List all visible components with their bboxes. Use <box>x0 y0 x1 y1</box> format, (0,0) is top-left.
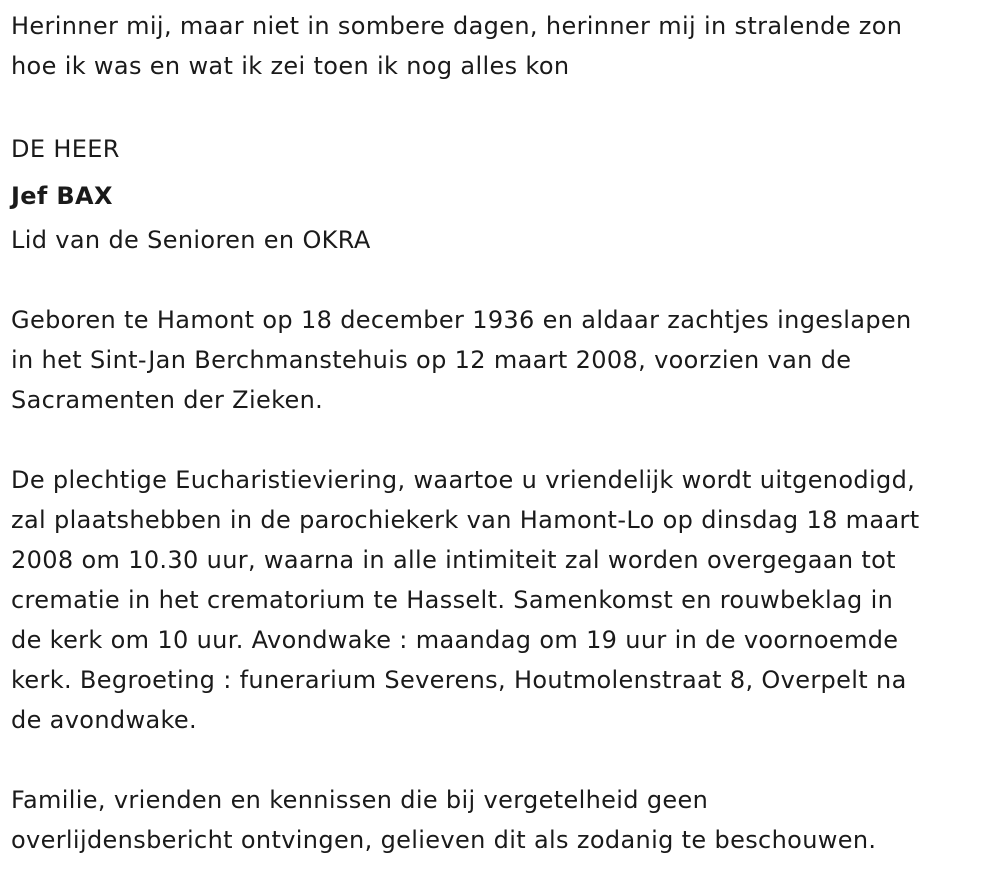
spacer <box>11 740 996 780</box>
poem-line: hoe ik was en wat ik zei toen ik nog alles kon <box>11 52 570 80</box>
poem-line: Herinner mij, maar niet in sombere dagen, herinner mij in stralende zon <box>11 12 903 40</box>
obituary-document <box>11 6 996 860</box>
ceremony-paragraph <box>11 460 996 740</box>
paragraph-line: de avondwake. <box>11 706 197 734</box>
spacer <box>11 260 996 300</box>
paragraph-line: De plechtige Eucharistieviering, waartoe u vriendelijk wordt uitgenodigd, <box>11 466 916 494</box>
spacer <box>11 420 996 460</box>
paragraph-line: Familie, vrienden en kennissen die bij vergetelheid geen <box>11 786 709 814</box>
paragraph-line: crematie in het crematorium te Hasselt. Samenkomst en rouwbeklag in <box>11 586 894 614</box>
deceased-name: Jef BAX <box>11 182 113 210</box>
paragraph-line: de kerk om 10 uur. Avondwake : maandag om 19 uur in de voornoemde <box>11 626 899 654</box>
paragraph-line: Geboren te Hamont op 18 december 1936 en aldaar zachtjes ingeslapen <box>11 306 912 334</box>
deceased-block <box>11 126 996 260</box>
membership: Lid van de Senioren en OKRA <box>11 226 371 254</box>
paragraph-line: kerk. Begroeting : funerarium Severens, Houtmolenstraat 8, Overpelt na <box>11 666 907 694</box>
paragraph-line: overlijdensbericht ontvingen, gelieven dit als zodanig te beschouwen. <box>11 826 877 854</box>
paragraph-line: Sacramenten der Zieken. <box>11 386 324 414</box>
poem-verse <box>11 6 996 86</box>
notice-paragraph <box>11 780 996 860</box>
spacer <box>11 86 996 126</box>
salutation: DE HEER <box>11 135 120 163</box>
paragraph-line: in het Sint-Jan Berchmanstehuis op 12 maart 2008, voorzien van de <box>11 346 852 374</box>
paragraph-line: 2008 om 10.30 uur, waarna in alle intimiteit zal worden overgegaan tot <box>11 546 896 574</box>
paragraph-line: zal plaatshebben in de parochiekerk van Hamont-Lo op dinsdag 18 maart <box>11 506 920 534</box>
birth-death-paragraph <box>11 300 996 420</box>
